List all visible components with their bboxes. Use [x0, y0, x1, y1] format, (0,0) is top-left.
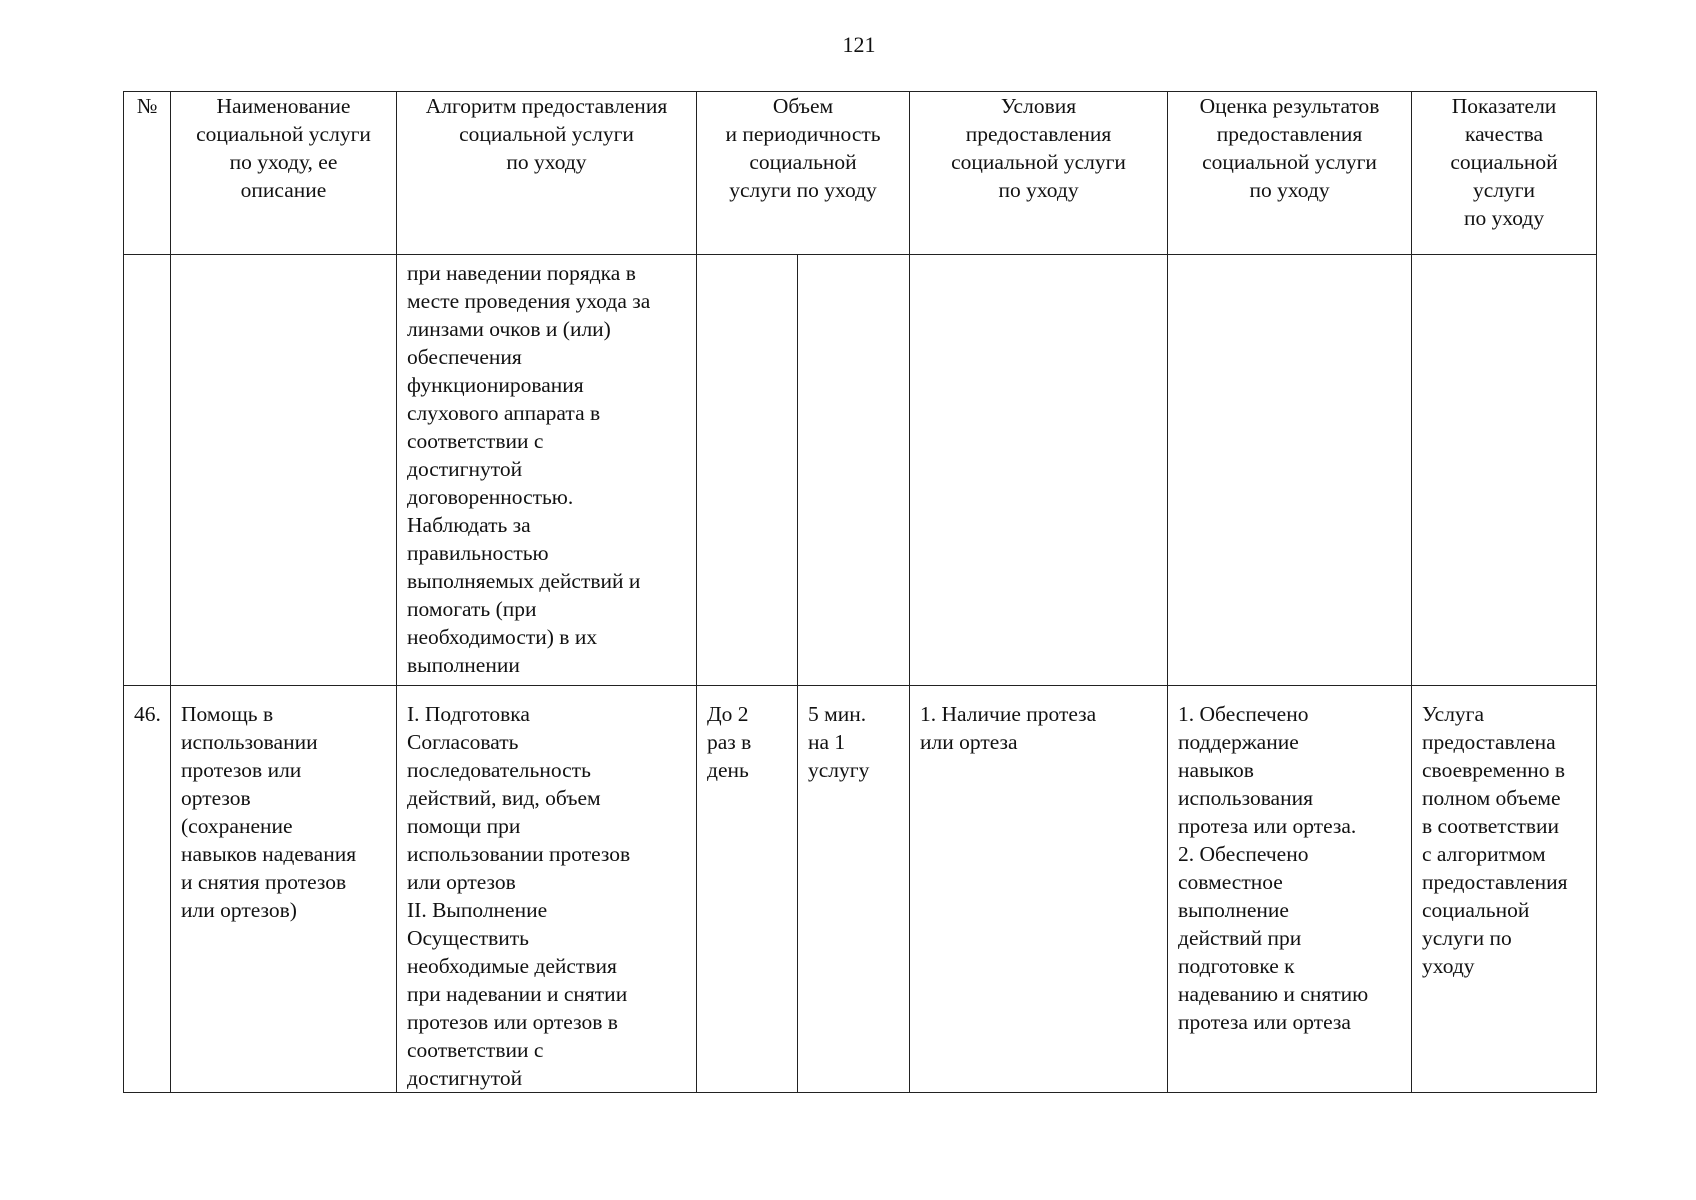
header-algorithm-label: Алгоритм предоставления социальной услуги по уходу [425, 94, 668, 174]
row-evaluation-cell [1168, 686, 1412, 1093]
row-evaluation [1168, 255, 1411, 259]
header-service-name [171, 92, 397, 255]
header-quality-label: Показатели качества социальной услуги по уходу [1450, 94, 1558, 230]
row-name [171, 255, 396, 259]
header-number [124, 92, 171, 255]
header-number-label: № [136, 94, 158, 118]
row-volume [697, 255, 797, 259]
services-table [123, 91, 1597, 1093]
row-number-cell [124, 255, 171, 686]
row-volume-cell [697, 686, 798, 1093]
table-row [124, 686, 1597, 1093]
row-quality-cell [1412, 686, 1597, 1093]
header-conditions-label: Условия предоставления социальной услуги по уходу [951, 94, 1126, 202]
header-quality [1412, 92, 1597, 255]
row-quality-cell [1412, 255, 1597, 686]
header-volume-periodicity [697, 92, 910, 255]
header-evaluation-label: Оценка результатов предоставления социальной услуги по уходу [1199, 94, 1380, 202]
header-service-name-label: Наименование социальной услуги по уходу, ее описание [196, 94, 371, 202]
row-conditions-cell [910, 255, 1168, 686]
row-algorithm-cell [397, 255, 697, 686]
row-number [124, 255, 170, 269]
row-conditions [910, 255, 1167, 259]
row-algorithm: при наведении порядка в месте проведения ухода за линзами очков и (или) обеспечения функционирования слухового аппарата в соответствии с достигнутой договоренностью. Наблюдать за правильностью выполняемых действий и помогать (при необходимости) в их выполнении [407, 261, 651, 677]
row-algorithm-cell [397, 686, 697, 1093]
row-conditions: 1. Наличие протеза или ортеза [920, 702, 1097, 754]
row-evaluation-cell [1168, 255, 1412, 686]
table-header-row [124, 92, 1597, 255]
header-evaluation [1168, 92, 1412, 255]
row-name: Помощь в использовании протезов или ортезов (сохранение навыков надевания и снятия протезов или ортезов) [181, 702, 357, 922]
row-evaluation: 1. Обеспечено поддержание навыков использования протеза или ортеза. 2. Обеспечено совместное выполнение действий при подготовке к надеванию и снятию протеза или ортеза [1178, 702, 1369, 1034]
row-algorithm: I. Подготовка Согласовать последовательность действий, вид, объем помощи при использовании протезов или ортезов II. Выполнение Осуществить необходимые действия при надевании и снятии протезов или ортезов в соответствии с достигнутой [407, 702, 631, 1090]
row-quality [1412, 255, 1596, 259]
header-algorithm [397, 92, 697, 255]
header-volume-periodicity-label: Объем и периодичность социальной услуги по уходу [725, 94, 881, 202]
page-number: 121 [842, 32, 876, 57]
row-quality: Услуга предоставлена своевременно в полном объеме в соответствии с алгоритмом предоставления социальной услуги по уходу [1422, 702, 1568, 978]
table-row [124, 255, 1597, 686]
row-periodicity-cell [798, 255, 910, 686]
row-volume-cell [697, 255, 798, 686]
row-number: 46. [134, 702, 161, 726]
header-conditions [910, 92, 1168, 255]
row-periodicity-cell [798, 686, 910, 1093]
row-periodicity: 5 мин. на 1 услугу [808, 702, 870, 782]
row-volume: До 2 раз в день [707, 702, 752, 782]
row-name-cell [171, 686, 397, 1093]
row-periodicity [798, 255, 909, 259]
row-name-cell [171, 255, 397, 686]
row-conditions-cell [910, 686, 1168, 1093]
row-number-cell [124, 686, 171, 1093]
